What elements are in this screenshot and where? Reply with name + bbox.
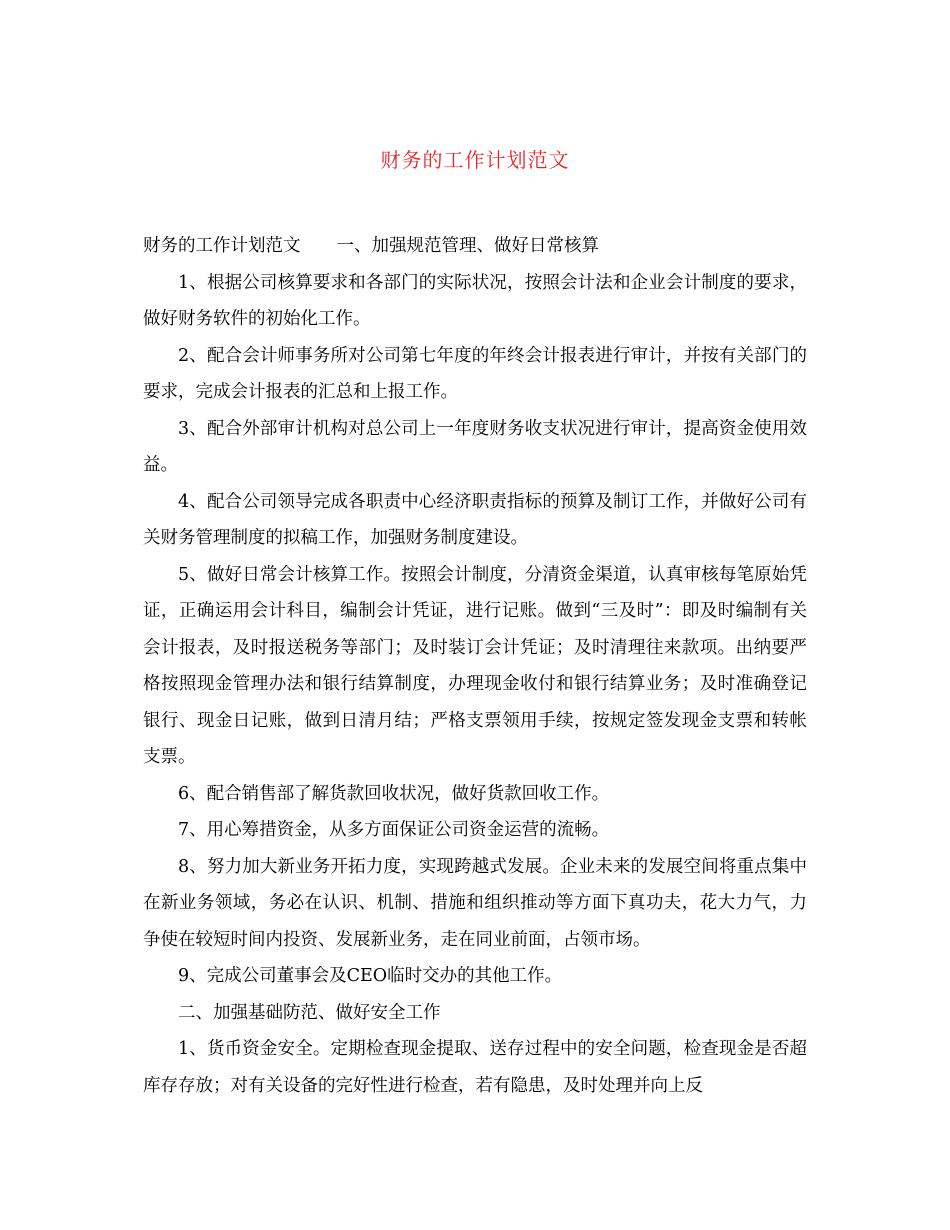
paragraph-2: 2、配合会计师事务所对公司第七年度的年终会计报表进行审计，并按有关部门的要求，完成会计报表的汇总和上报工作。 bbox=[143, 345, 807, 402]
paragraph-8: 8、努力加大新业务开拓力度，实现跨越式发展。企业未来的发展空间将重点集中在新业务领域，务必在认识、机制、措施和组织推动等方面下真功夫，花大力气，力争使在较短时间内投资、发展新业务，走在同业前面，占领市场。 bbox=[143, 856, 807, 950]
paragraph-6: 6、配合销售部了解货款回收状况，做好货款回收工作。 bbox=[178, 783, 610, 804]
section-heading-1: 一、加强规范管理、做好日常核算 bbox=[336, 236, 599, 256]
paragraph-9: 9、完成公司董事会及CEO临时交办的其他工作。 bbox=[178, 966, 563, 986]
paragraph-7: 7、用心筹措资金，从多方面保证公司资金运营的流畅。 bbox=[178, 820, 610, 840]
paragraph-10: 1、货币资金安全。定期检查现金提取、送存过程中的安全问题，检查现金是否超库存存放；对有关设备的完好性进行检查，若有隐患，及时处理并向上反 bbox=[143, 1039, 807, 1096]
paragraph-1: 1、根据公司核算要求和各部门的实际状况，按照会计法和企业会计制度的要求，做好财务软件的初始化工作。 bbox=[143, 272, 807, 329]
document-title: 财务的工作计划范文 bbox=[380, 148, 570, 172]
paragraph-5: 5、做好日常会计核算工作。按照会计制度，分清资金渠道，认真审核每笔原始凭证，正确运用会计科目，编制会计凭证，进行记账。做到“三及时”：即及时编制有关会计报表，及时报送税务等部门；及时装订会计凭证；及时清理往来款项。出纳要严格按照现金管理办法和银行结算制度，办理现金收付和银行结算业务；及时准确登记银行、现金日记账，做到日清月结；严格支票领用手续，按规定签发现金支票和转帐支票。 bbox=[143, 564, 807, 767]
document-body bbox=[143, 228, 807, 1104]
intro-line bbox=[143, 228, 807, 265]
intro-left-text: 财务的工作计划范文 bbox=[143, 236, 301, 256]
paragraph-3: 3、配合外部审计机构对总公司上一年度财务收支状况进行审计，提高资金使用效益。 bbox=[143, 418, 807, 475]
paragraph-4: 4、配合公司领导完成各职责中心经济职责指标的预算及制订工作，并做好公司有关财务管理制度的拟稿工作，加强财务制度建设。 bbox=[143, 491, 807, 548]
section-heading-2: 二、加强基础防范、做好安全工作 bbox=[178, 1002, 441, 1023]
